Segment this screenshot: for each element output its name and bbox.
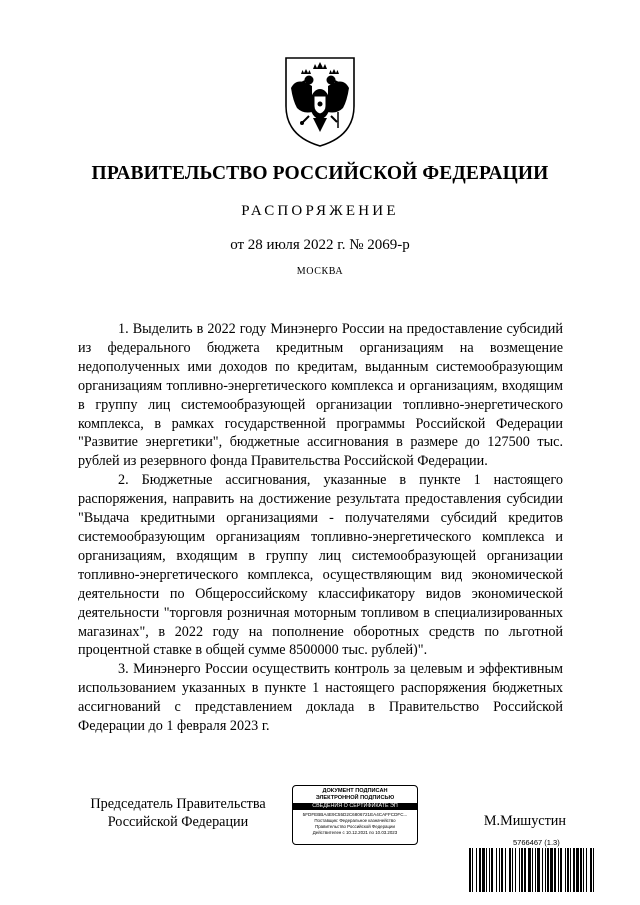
signatory-name: М.Мишустин	[483, 813, 566, 829]
state-emblem	[283, 56, 357, 148]
stamp-validity: Действителен с 10.12.2021 по 10.03.2023	[312, 830, 398, 835]
government-title: ПРАВИТЕЛЬСТВО РОССИЙСКОЙ ФЕДЕРАЦИИ	[91, 163, 549, 184]
barcode	[469, 848, 627, 892]
position-line-2: Российской Федерации	[107, 814, 249, 830]
stamp-issuer-1: Поставщик: Федеральное казначейство	[314, 818, 396, 823]
position-line-1: Председатель Правительства	[90, 796, 266, 812]
city: МОСКВА	[296, 266, 344, 277]
stamp-cert-header: СВЕДЕНИЯ О СЕРТИФИКАТЕ ЭП	[293, 803, 417, 810]
signatory-position	[78, 795, 278, 831]
stamp-serial: 5FDFEBBA4E9C55D2C6806721EA4CAFFCDFC...	[302, 812, 408, 817]
stamp-line-2: ЭЛЕКТРОННОЙ ПОДПИСЬЮ	[315, 795, 395, 801]
paragraph-2: 2. Бюджетные ассигнования, указанные в пункте 1 настоящего распоряжения, направить на достижение результата предоставления субсидии "Выдача кредитными организациями - получателями субсидий кредитов системообразующим организациям топливно-энергетического комплекса и организациям, входящим в группу лиц системообразующей организации топливно-энергетического комплекса, осуществляющим вид экономической деятельности по Общероссийскому классификатору видов экономической деятельности "торговля розничная моторным топливом в специализированных магазинах", в 2022 году на пополнение оборотных средств по льготной процентной ставке в общей сумме 8500000 тыс. рублей)".	[78, 472, 563, 659]
paragraph-3: 3. Минэнерго России осуществить контроль за целевым и эффективным использованием указанных в пункте 1 настоящего распоряжения бюджетных ассигнований с представлением доклада в Правительство Российской Федерации до 1 февраля 2023 г.	[78, 661, 563, 735]
paragraph-1: 1. Выделить в 2022 году Минэнерго России на предоставление субсидий из федерального бюджета кредитным организациям на возмещение недополученных ими доходов по кредитам, выданным системообразующим организациям топливно-энергетического комплекса и организациям, входящим в группу лиц системообразующей организации топливно-энергетического комплекса, в рамках государственной программы Российской Федерации "Развитие энергетики", бюджетные ассигнования в размере до 127500 тыс. рублей из резервного фонда Правительства Российской Федерации.	[78, 321, 563, 470]
electronic-signature-stamp	[292, 785, 418, 845]
stamp-line-1: ДОКУМЕНТ ПОДПИСАН	[322, 788, 388, 794]
document-code: 5766467 (1.3)	[513, 838, 560, 847]
stamp-issuer-2: Правительство Российской Федерации	[315, 824, 395, 829]
document-body	[78, 320, 563, 736]
document-type: РАСПОРЯЖЕНИЕ	[241, 203, 399, 219]
date-and-number: от 28 июля 2022 г. № 2069-р	[230, 237, 410, 253]
